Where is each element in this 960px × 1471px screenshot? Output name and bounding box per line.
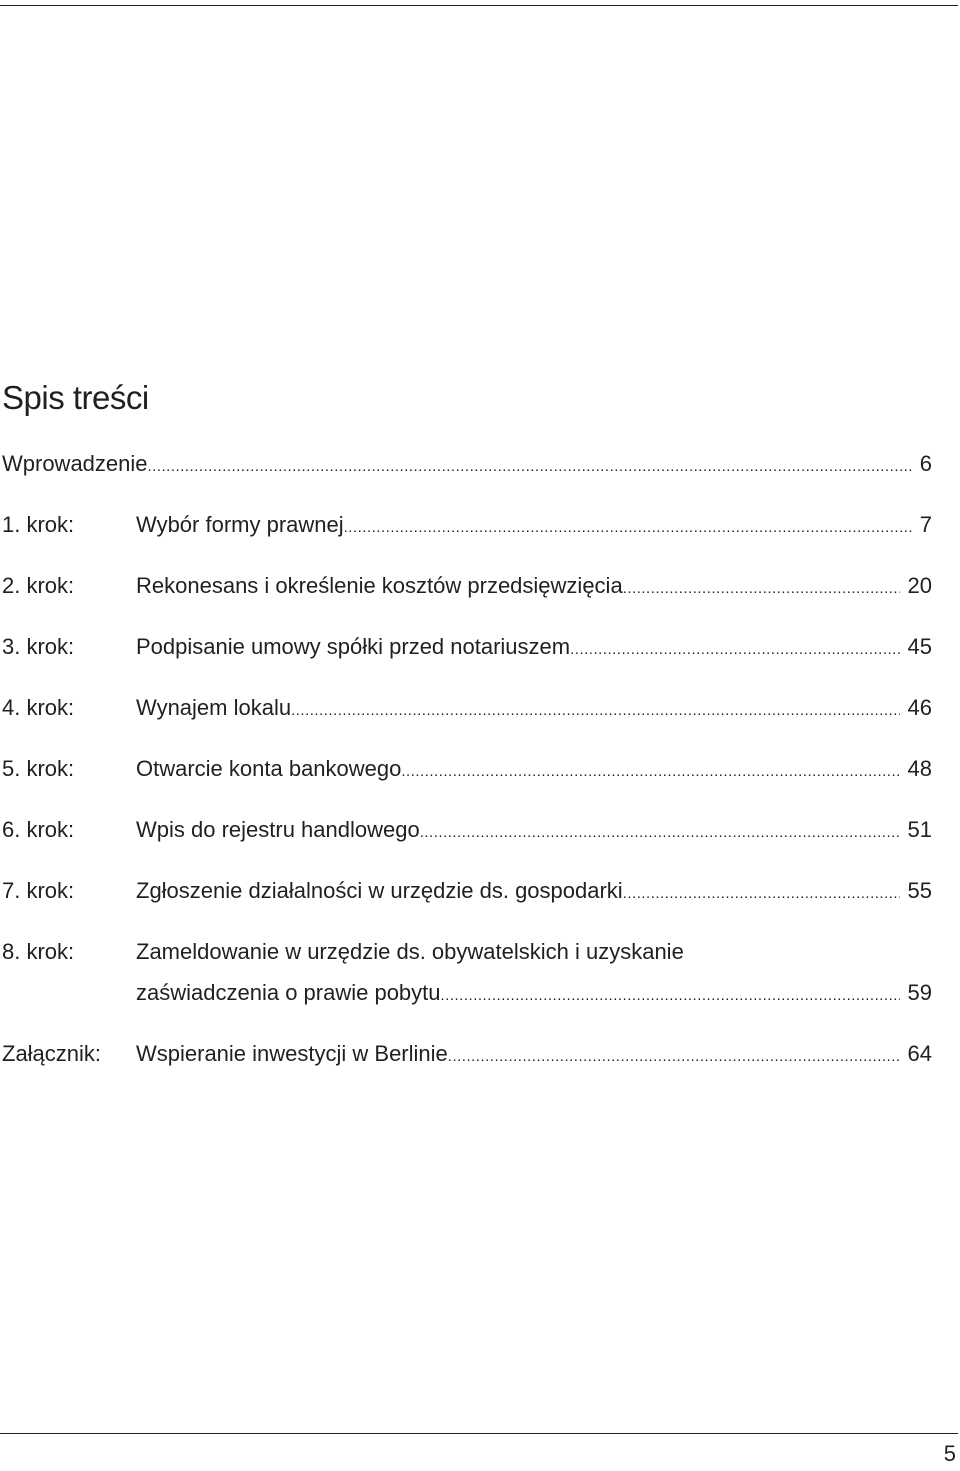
top-rule: [0, 5, 958, 6]
page-title: Spis treści: [2, 379, 149, 416]
toc-entry-page: 59: [907, 980, 932, 1005]
dot-leader: [623, 568, 900, 609]
toc-entry-step-8-continued[interactable]: [0, 972, 932, 1013]
toc-entry-row: [136, 1033, 932, 1077]
toc-entry-row: [2, 443, 932, 487]
toc-entry-step-2[interactable]: [0, 565, 932, 606]
toc-entry-text: Podpisanie umowy spółki przed notariuszem: [136, 634, 571, 659]
dot-leader: [448, 1036, 900, 1077]
toc-entry-row: [136, 972, 932, 1016]
dot-leader: [148, 446, 912, 487]
table-of-contents: [0, 443, 932, 1094]
toc-entry-introduction[interactable]: [0, 443, 932, 484]
toc-entry-text: Otwarcie konta bankowego: [136, 756, 402, 781]
toc-entry-label: 4. krok:: [2, 695, 75, 720]
toc-entry-page: 48: [907, 756, 932, 781]
toc-entry-row: [136, 931, 932, 972]
toc-entry-text: Zameldowanie w urzędzie ds. obywatelskich i uzyskanie: [136, 939, 684, 964]
toc-entry-text: Wpis do rejestru handlowego: [136, 817, 420, 842]
toc-entry-text: zaświadczenia o prawie pobytu: [136, 980, 441, 1005]
toc-entry-row: [136, 809, 932, 853]
dot-leader: [570, 629, 899, 670]
toc-entry-appendix[interactable]: [0, 1033, 932, 1074]
dot-leader: [291, 690, 899, 731]
toc-entry-page: 55: [907, 878, 932, 903]
toc-entry-text: Wprowadzenie: [2, 451, 148, 476]
toc-entry-page: 7: [919, 512, 932, 537]
toc-entry-page: 45: [907, 634, 932, 659]
dot-leader: [344, 507, 912, 548]
toc-entry-label: 5. krok:: [2, 756, 75, 781]
toc-entry-text: Rekonesans i określenie kosztów przedsięwzięcia: [136, 573, 623, 598]
toc-entry-text: Wynajem lokalu: [136, 695, 292, 720]
toc-entry-step-7[interactable]: [0, 870, 932, 911]
dot-leader: [441, 975, 900, 1016]
toc-entry-row: [136, 565, 932, 609]
toc-entry-page: 46: [907, 695, 932, 720]
toc-entry-row: [136, 626, 932, 670]
toc-entry-row: [136, 687, 932, 731]
toc-entry-label: 3. krok:: [2, 634, 75, 659]
toc-entry-step-3[interactable]: [0, 626, 932, 667]
toc-entry-step-6[interactable]: [0, 809, 932, 850]
toc-entry-step-4[interactable]: [0, 687, 932, 728]
toc-entry-text: Zgłoszenie działalności w urzędzie ds. gospodarki: [136, 878, 623, 903]
toc-entry-label: 6. krok:: [2, 817, 75, 842]
page-number: 5: [943, 1441, 956, 1466]
bottom-rule: [0, 1433, 958, 1434]
toc-entry-text: Wspieranie inwestycji w Berlinie: [136, 1041, 448, 1066]
dot-leader: [623, 873, 900, 914]
toc-entry-step-5[interactable]: [0, 748, 932, 789]
toc-entry-page: 51: [907, 817, 932, 842]
toc-entry-label: 1. krok:: [2, 512, 75, 537]
toc-entry-row: [136, 504, 932, 548]
toc-entry-step-8[interactable]: [0, 931, 932, 972]
toc-entry-label: Załącznik:: [2, 1041, 102, 1066]
toc-entry-page: 6: [919, 451, 932, 476]
dot-leader: [401, 751, 899, 792]
toc-entry-label: 8. krok:: [2, 939, 75, 964]
toc-entry-page: 64: [907, 1041, 932, 1066]
toc-entry-label: 2. krok:: [2, 573, 75, 598]
toc-entry-page: 20: [907, 573, 932, 598]
toc-entry-step-1[interactable]: [0, 504, 932, 545]
dot-leader: [420, 812, 900, 853]
toc-entry-text: Wybór formy prawnej: [136, 512, 344, 537]
toc-entry-row: [136, 870, 932, 914]
toc-entry-row: [136, 748, 932, 792]
toc-entry-label: 7. krok:: [2, 878, 75, 903]
